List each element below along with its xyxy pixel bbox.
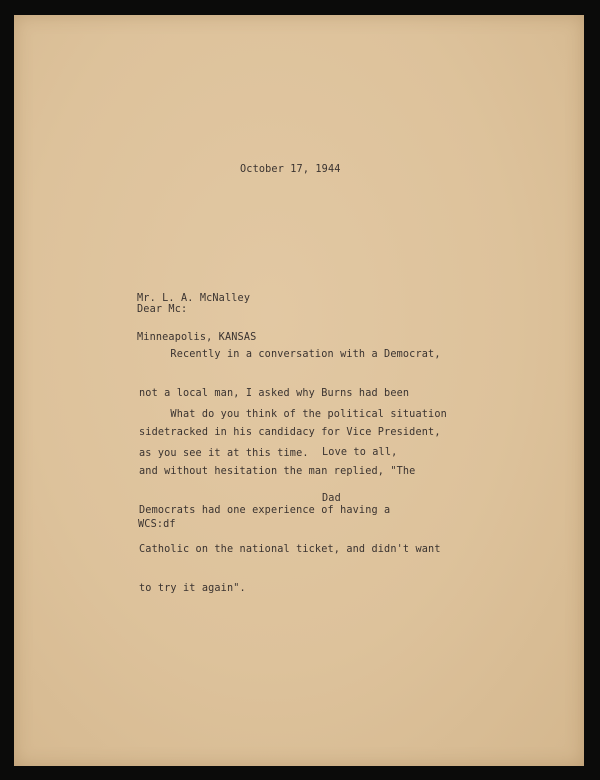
signature: Dad <box>322 493 341 504</box>
address-line: Mr. L. A. McNalley <box>137 293 251 304</box>
letter-page <box>14 15 584 766</box>
letter-date: October 17, 1944 <box>240 164 341 175</box>
paragraph-line: Democrats had one experience of having a <box>139 505 391 516</box>
paragraph-line: not a local man, I asked why Burns had been <box>139 388 410 399</box>
paragraph-line: Catholic on the national ticket, and didn't want <box>139 544 441 555</box>
paragraph-line: and without hesitation the man replied, "The <box>139 466 416 477</box>
body-paragraph-2 <box>139 382 447 486</box>
paragraph-line: as you see it at this time. <box>139 448 309 459</box>
paragraph-line: Recently in a conversation with a Democrat, <box>139 349 441 360</box>
paragraph-line: What do you think of the political situation <box>139 409 447 420</box>
salutation: Dear Mc: <box>137 304 188 315</box>
paragraph-line: to try it again". <box>139 583 246 594</box>
closing: Love to all, <box>322 447 398 458</box>
paragraph-line: sidetracked in his candidacy for Vice President, <box>139 427 441 438</box>
address-line: Minneapolis, KANSAS <box>137 332 257 343</box>
typist-initials: WCS:df <box>138 519 176 530</box>
